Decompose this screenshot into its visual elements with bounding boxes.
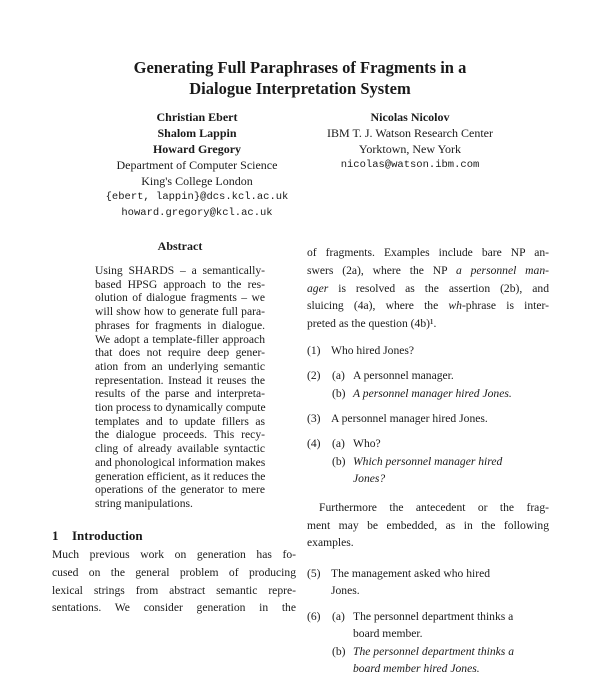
text-run: of fragments. Examples include bare NP an- bbox=[307, 246, 549, 259]
abstract-line: phrases for fragments in dialogue. bbox=[95, 318, 265, 332]
author-affiliation: IBM T. J. Watson Research Center bbox=[326, 126, 493, 140]
example-text: Jones? bbox=[353, 472, 386, 485]
body-line bbox=[307, 263, 549, 278]
text-run: preted as the question (4b)¹. bbox=[307, 317, 437, 331]
author-email: nicolas@watson.ibm.com bbox=[340, 159, 480, 171]
body-line bbox=[307, 298, 549, 313]
example-sub-label: (a) bbox=[332, 369, 345, 382]
abstract-line: will show how to generate full para- bbox=[95, 305, 265, 319]
abstract-line: cling of already available syntactic bbox=[95, 442, 265, 456]
author-affiliation: King's College London bbox=[141, 174, 253, 188]
body-line bbox=[307, 316, 549, 331]
abstract-line: templates and to update fillers as bbox=[95, 414, 265, 428]
example-text: Who hired Jones? bbox=[331, 344, 415, 357]
abstract-line: ation from an underlying semantic bbox=[95, 359, 265, 373]
text-run: sluicing (4a), where the bbox=[307, 299, 449, 313]
abstract-line: and phonological information makes bbox=[95, 455, 266, 469]
example-number: (5) bbox=[307, 566, 321, 580]
text-run: ager bbox=[307, 281, 329, 295]
intro-line: lexical strings from abstract semantic repre- bbox=[52, 583, 296, 597]
body-line: ment may be embedded, as in the following bbox=[307, 518, 549, 532]
example-text: A personnel manager hired Jones. bbox=[353, 387, 512, 400]
example-number: (1) bbox=[307, 344, 321, 357]
example-text: The personnel department thinks a bbox=[353, 644, 515, 658]
example-text: Jones. bbox=[331, 583, 360, 597]
text-run: is resolved as the assertion (2b), and bbox=[328, 281, 549, 295]
intro-line: Much previous work on generation has fo- bbox=[52, 548, 296, 561]
example-text: The personnel department thinks a bbox=[353, 609, 514, 623]
example-text: board member. bbox=[353, 626, 423, 640]
example-text: board member hired Jones. bbox=[353, 661, 480, 675]
text-run: swers (2a), where the NP bbox=[307, 263, 456, 277]
abstract-line: olution of dialogue fragments – we bbox=[95, 291, 265, 305]
author-name: Shalom Lappin bbox=[157, 126, 237, 140]
text-run: a personnel man- bbox=[455, 263, 549, 277]
intro-line: sentations. We consider generation in the bbox=[52, 601, 296, 615]
author-email: {ebert, lappin}@dcs.kcl.ac.uk bbox=[105, 191, 289, 203]
example-sub-label: (b) bbox=[332, 387, 346, 400]
body-line: examples. bbox=[307, 536, 354, 549]
abstract-line: results of the parse and interpreta- bbox=[95, 387, 265, 401]
abstract-line: Using SHARDS – a semantically- bbox=[95, 264, 265, 277]
example-number: (2) bbox=[307, 369, 321, 382]
example-text: A personnel manager. bbox=[353, 369, 454, 382]
body-line bbox=[307, 245, 549, 260]
intro-line: cused on the general problem of producing bbox=[52, 565, 296, 579]
paper-title: Generating Full Paraphrases of Fragments in a bbox=[133, 58, 467, 77]
example-number: (6) bbox=[307, 609, 321, 623]
abstract-line: generation efficient, as it reduces the bbox=[95, 469, 266, 483]
author-email: howard.gregory@kcl.ac.uk bbox=[121, 207, 273, 219]
section-number: 1 bbox=[52, 528, 59, 543]
example-number: (4) bbox=[307, 437, 321, 450]
abstract-heading: Abstract bbox=[157, 239, 203, 253]
example-text: Who? bbox=[353, 437, 381, 450]
abstract-line: We adopt a template-filler approach bbox=[95, 332, 265, 346]
author-name: Howard Gregory bbox=[152, 142, 242, 156]
text-run: -phrase is inter- bbox=[461, 299, 549, 313]
body-line bbox=[307, 281, 549, 296]
example-text: A personnel manager hired Jones. bbox=[331, 412, 488, 425]
example-text: Which personnel manager hired bbox=[353, 455, 503, 468]
abstract-line: the dialogue proceeds. This recy- bbox=[95, 428, 265, 442]
body-line: Furthermore the antecedent or the frag- bbox=[319, 501, 549, 514]
paper-title: Dialogue Interpretation System bbox=[189, 79, 411, 98]
example-sub-label: (a) bbox=[332, 437, 345, 450]
abstract-line: that does not require deep gener- bbox=[95, 346, 265, 360]
author-affiliation: Yorktown, New York bbox=[358, 142, 462, 156]
text-run: wh bbox=[448, 299, 462, 313]
author-name: Christian Ebert bbox=[156, 110, 238, 124]
author-name: Nicolas Nicolov bbox=[370, 110, 450, 124]
example-sub-label: (b) bbox=[332, 644, 346, 658]
example-number: (3) bbox=[307, 412, 321, 425]
abstract-line: based HPSG approach to the res- bbox=[95, 277, 265, 291]
example-sub-label: (a) bbox=[332, 609, 345, 623]
abstract-line: tion process to dynamically compute bbox=[95, 401, 266, 414]
example-sub-label: (b) bbox=[332, 455, 346, 468]
section-heading: Introduction bbox=[72, 528, 143, 543]
abstract-line: operations of the generator to mere bbox=[95, 483, 265, 497]
example-text: The management asked who hired bbox=[331, 566, 491, 580]
author-affiliation: Department of Computer Science bbox=[116, 158, 278, 172]
abstract-line: representation. Instead it reuses the bbox=[95, 373, 265, 387]
abstract-line: string manipulations. bbox=[95, 496, 193, 510]
